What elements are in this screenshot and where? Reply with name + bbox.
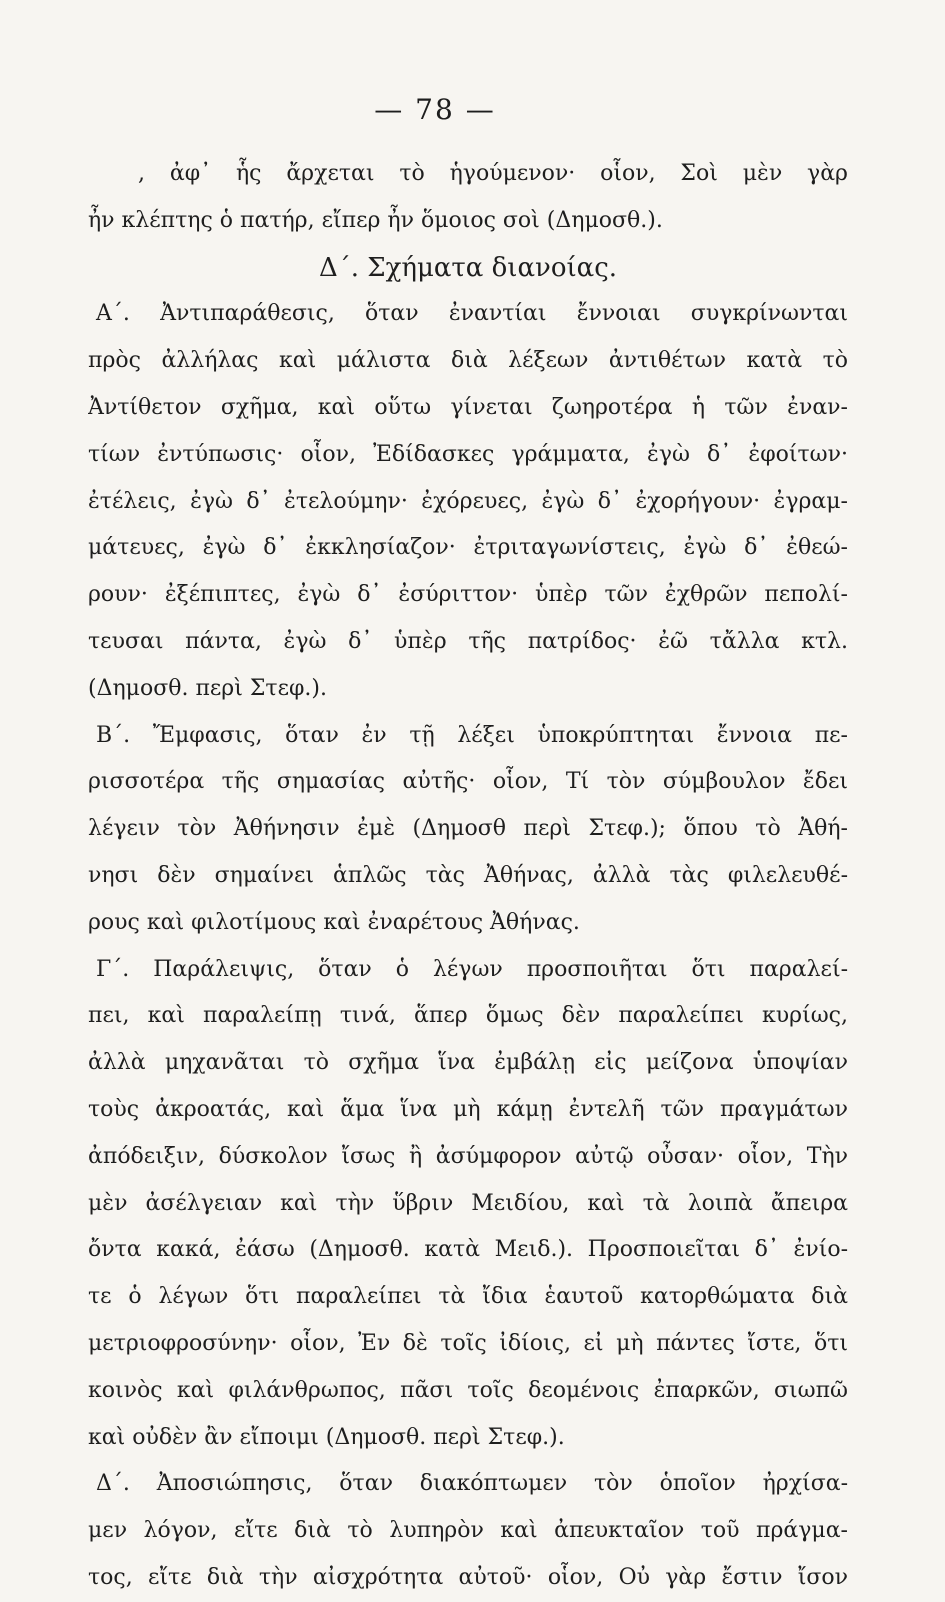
text-line: τευσαι πάντα, ἐγὼ δ᾽ ὑπὲρ τῆς πατρίδος· ἐῶ τἄλλα κτλ. xyxy=(88,628,848,654)
text-line: τος, εἴτε διὰ τὴν αἰσχρότητα αὐτοῦ· οἷον, Οὐ γὰρ ἔστιν ἴσον xyxy=(88,1564,848,1590)
text-line: Β΄. Ἔμφασις, ὅταν ἐν τῇ λέξει ὑποκρύπτηται ἔννοια πε- xyxy=(96,722,848,748)
text-line: μετριοφροσύνην· οἷον, Ἐν δὲ τοῖς ἰδίοις, εἰ μὴ πάντες ἴστε, ὅτι xyxy=(88,1330,848,1356)
text-line: κοινὸς καὶ φιλάνθρωπος, πᾶσι τοῖς δεομένοις ἐπαρκῶν, σιωπῶ xyxy=(88,1377,848,1403)
text-line: πει, καὶ παραλείπῃ τινά, ἅπερ ὅμως δὲν παραλείπει κυρίως, xyxy=(88,1003,848,1029)
text-line: λέγειν τὸν Ἀθήνησιν ἐμὲ (Δημοσθ περὶ Στεφ.); ὅπου τὸ Ἀθή- xyxy=(88,816,848,842)
text-line: μὲν ἀσέλγειαν καὶ τὴν ὕβριν Μειδίου, καὶ τὰ λοιπὰ ἄπειρα xyxy=(88,1190,848,1216)
text-line: τε ὁ λέγων ὅτι παραλείπει τὰ ἴδια ἑαυτοῦ κατορθώματα διὰ xyxy=(88,1284,848,1310)
text-line: ρισσοτέρα τῆς σημασίας αὐτῆς· οἷον, Τί τὸν σύμβουλον ἔδει xyxy=(88,769,848,795)
text-line: ὄντα κακά, ἐάσω (Δημοσθ. κατὰ Μειδ.). Προσποιεῖται δ᾽ ἐνίο- xyxy=(88,1237,848,1263)
body-text xyxy=(88,151,848,1602)
text-line: ἀλλὰ μηχανᾶται τὸ σχῆμα ἵνα ἐμβάλῃ εἰς μείζονα ὑποψίαν xyxy=(88,1050,848,1076)
text-line: ρουν· ἐξέπιπτες, ἐγὼ δ᾽ ἐσύριττον· ὑπὲρ τῶν ἐχθρῶν πεπολί- xyxy=(88,582,848,608)
text-line: , ἀφ᾽ ἧς ἄρχεται τὸ ἡγούμενον· οἷον, Σοὶ μὲν γὰρ xyxy=(138,161,848,186)
text-line: ἐτέλεις, ἐγὼ δ᾽ ἐτελούμην· ἐχόρευες, ἐγὼ δ᾽ ἐχορήγουν· ἐγραμ- xyxy=(88,488,848,514)
text-line: ἦν κλέπτης ὁ πατήρ, εἴπερ ἦν ὅμοιος σοὶ (Δημοσθ.). xyxy=(88,207,663,233)
text-line: μεν λόγον, εἴτε διὰ τὸ λυπηρὸν καὶ ἀπευκταῖον τοῦ πράγμα- xyxy=(88,1518,848,1544)
text-line: (Δημοσθ. περὶ Στεφ.). xyxy=(88,675,327,701)
text-line: τοὺς ἀκροατάς, καὶ ἅμα ἵνα μὴ κάμῃ ἐντελῆ τῶν πραγμάτων xyxy=(88,1096,848,1122)
text-line: μάτευες, ἐγὼ δ᾽ ἐκκλησίαζον· ἐτριταγωνίστεις, ἐγὼ δ᾽ ἐθεώ- xyxy=(88,535,848,561)
text-line: τίων ἐντύπωσις· οἷον, Ἐδίδασκες γράμματα, ἐγὼ δ᾽ ἐφοίτων· xyxy=(88,441,848,467)
text-line: Δ΄. Ἀποσιώπησις, ὅταν διακόπτωμεν τὸν ὁποῖον ἠρχίσα- xyxy=(96,1471,848,1497)
section-heading: Δ΄. Σχήματα διανοίας. xyxy=(318,252,618,283)
text-line: νησι δὲν σημαίνει ἁπλῶς τὰς Ἀθήνας, ἀλλὰ τὰς φιλελευθέ- xyxy=(88,862,848,888)
text-line: πρὸς ἀλλήλας καὶ μάλιστα διὰ λέξεων ἀντιθέτων κατὰ τὸ xyxy=(88,348,848,374)
text-line: ρους καὶ φιλοτίμους καὶ ἐναρέτους Ἀθήνας. xyxy=(88,909,580,935)
text-line: Ἀντίθετον σχῆμα, καὶ οὕτω γίνεται ζωηροτέρα ἡ τῶν ἐναν- xyxy=(88,394,848,420)
text-line: καὶ οὐδὲν ἂν εἴποιμι (Δημοσθ. περὶ Στεφ.). xyxy=(88,1424,565,1450)
page-number: — 78 — xyxy=(374,93,496,126)
text-line: Γ΄. Παράλειψις, ὅταν ὁ λέγων προσποιῆται ὅτι παραλεί- xyxy=(96,956,848,982)
text-line: Α΄. Ἀντιπαράθεσις, ὅταν ἐναντίαι ἔννοιαι συγκρίνωνται xyxy=(96,301,848,327)
text-line: ἀπόδειξιν, δύσκολον ἴσως ἢ ἀσύμφορον αὐτῷ οὖσαν· οἷον, Τὴν xyxy=(88,1143,848,1169)
